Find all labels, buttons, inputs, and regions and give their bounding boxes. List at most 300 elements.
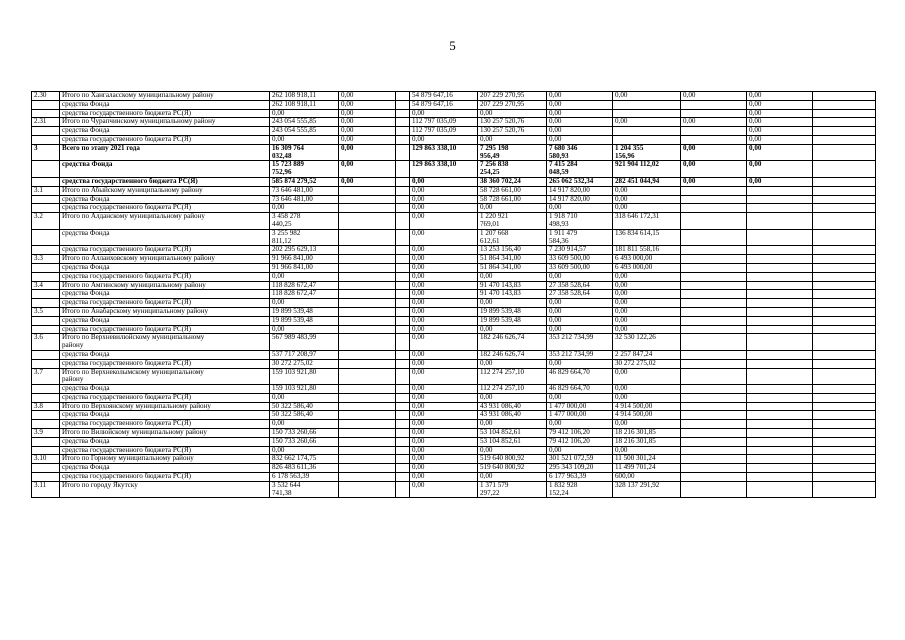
value-cell-3 — [396, 204, 410, 213]
value-cell-5: 0,00 — [478, 473, 547, 482]
value-cell-5: 0,00 — [478, 393, 547, 402]
value-cell-8 — [681, 299, 747, 308]
value-cell-4: 0,00 — [410, 429, 478, 438]
value-cell-1: 3 255 982 811,12 — [270, 229, 339, 246]
value-cell-7: 0,00 — [613, 368, 681, 385]
value-cell-2 — [339, 464, 396, 473]
value-cell-8 — [681, 393, 747, 402]
value-cell-9 — [747, 446, 813, 455]
value-cell-10 — [813, 402, 876, 411]
value-cell-2 — [339, 229, 396, 246]
value-cell-4: 0,00 — [410, 437, 478, 446]
value-cell-7: 282 451 044,94 — [613, 177, 681, 186]
value-cell-7: 32 530 122,26 — [613, 334, 681, 351]
value-cell-8 — [681, 429, 747, 438]
value-cell-4: 0,00 — [410, 455, 478, 464]
row-number — [32, 263, 60, 272]
value-cell-8 — [681, 255, 747, 264]
value-cell-8 — [681, 281, 747, 290]
table-row — [32, 118, 876, 127]
value-cell-4: 0,00 — [410, 446, 478, 455]
value-cell-2 — [339, 393, 396, 402]
value-cell-7: 2 257 847,24 — [613, 350, 681, 359]
value-cell-10 — [813, 177, 876, 186]
value-cell-5: 13 253 156,40 — [478, 246, 547, 255]
row-number: 3.11 — [32, 481, 60, 498]
value-cell-2 — [339, 213, 396, 230]
value-cell-8 — [681, 290, 747, 299]
value-cell-10 — [813, 246, 876, 255]
value-cell-5: 7 256 838 254,25 — [478, 161, 547, 178]
value-cell-8 — [681, 446, 747, 455]
value-cell-2: 0,00 — [339, 135, 396, 144]
value-cell-5: 130 257 520,76 — [478, 118, 547, 127]
value-cell-5: 112 274 257,10 — [478, 385, 547, 394]
value-cell-5: 19 899 539,48 — [478, 316, 547, 325]
value-cell-1: 567 989 483,99 — [270, 334, 339, 351]
table-row — [32, 359, 876, 368]
table-row — [32, 402, 876, 411]
value-cell-8 — [681, 109, 747, 118]
row-number — [32, 473, 60, 482]
value-cell-4: 0,00 — [410, 135, 478, 144]
value-cell-7: 0,00 — [613, 385, 681, 394]
row-number — [32, 135, 60, 144]
value-cell-3 — [396, 118, 410, 127]
value-cell-5: 0,00 — [478, 204, 547, 213]
value-cell-10 — [813, 109, 876, 118]
value-cell-2 — [339, 263, 396, 272]
value-cell-8 — [681, 481, 747, 498]
value-cell-4: 0,00 — [410, 385, 478, 394]
value-cell-7 — [613, 100, 681, 109]
value-cell-4: 0,00 — [410, 350, 478, 359]
row-number — [32, 359, 60, 368]
value-cell-4: 0,00 — [410, 299, 478, 308]
value-cell-10 — [813, 368, 876, 385]
value-cell-3 — [396, 446, 410, 455]
row-name: Всего по этапу 2021 года — [60, 144, 270, 161]
value-cell-2: 0,00 — [339, 100, 396, 109]
value-cell-7: 0,00 — [613, 118, 681, 127]
value-cell-6: 1 911 479 584,36 — [547, 229, 613, 246]
value-cell-3 — [396, 246, 410, 255]
row-name: Итого по Аллаиховскому муниципальному району — [60, 255, 270, 264]
value-cell-5: 207 229 270,95 — [478, 100, 547, 109]
value-cell-4: 0,00 — [410, 213, 478, 230]
page-number: 5 — [449, 38, 456, 53]
value-cell-6: 79 412 106,20 — [547, 437, 613, 446]
table-row — [32, 411, 876, 420]
value-cell-1: 0,00 — [270, 272, 339, 281]
value-cell-2 — [339, 255, 396, 264]
value-cell-1: 50 322 586,40 — [270, 402, 339, 411]
value-cell-3 — [396, 402, 410, 411]
value-cell-8 — [681, 464, 747, 473]
value-cell-10 — [813, 307, 876, 316]
table-row — [32, 325, 876, 334]
value-cell-2 — [339, 455, 396, 464]
row-number: 3.10 — [32, 455, 60, 464]
value-cell-6: 353 212 734,99 — [547, 334, 613, 351]
value-cell-7: 136 834 614,15 — [613, 229, 681, 246]
value-cell-4: 0,00 — [410, 411, 478, 420]
row-number — [32, 161, 60, 178]
value-cell-10 — [813, 213, 876, 230]
value-cell-5: 43 931 086,40 — [478, 402, 547, 411]
table-row — [32, 473, 876, 482]
value-cell-3 — [396, 177, 410, 186]
value-cell-3 — [396, 455, 410, 464]
table-row — [32, 100, 876, 109]
table-row — [32, 92, 876, 101]
value-cell-9 — [747, 290, 813, 299]
row-name: Итого по Верхневилюйскому муниципальному району — [60, 334, 270, 351]
value-cell-9 — [747, 420, 813, 429]
value-cell-6: 0,00 — [547, 299, 613, 308]
budget-table — [31, 91, 876, 498]
value-cell-9: 0,00 — [747, 144, 813, 161]
value-cell-7: 0,00 — [613, 393, 681, 402]
value-cell-3 — [396, 368, 410, 385]
value-cell-4: 0,00 — [410, 109, 478, 118]
value-cell-10 — [813, 100, 876, 109]
row-name: средства государственного бюджета РС(Я) — [60, 359, 270, 368]
value-cell-5: 91 470 143,83 — [478, 290, 547, 299]
value-cell-2 — [339, 411, 396, 420]
row-number — [32, 350, 60, 359]
value-cell-5: 519 640 800,92 — [478, 464, 547, 473]
value-cell-8 — [681, 385, 747, 394]
value-cell-8 — [681, 368, 747, 385]
table-row — [32, 144, 876, 161]
value-cell-10 — [813, 204, 876, 213]
table-row — [32, 334, 876, 351]
value-cell-2: 0,00 — [339, 92, 396, 101]
table-row — [32, 350, 876, 359]
value-cell-7: 0,00 — [613, 272, 681, 281]
row-name: средства Фонда — [60, 290, 270, 299]
row-name: средства государственного бюджета РС(Я) — [60, 135, 270, 144]
value-cell-3 — [396, 325, 410, 334]
value-cell-8 — [681, 316, 747, 325]
value-cell-9 — [747, 204, 813, 213]
value-cell-6: 0,00 — [547, 127, 613, 136]
row-name: средства Фонда — [60, 350, 270, 359]
row-name: средства Фонда — [60, 385, 270, 394]
value-cell-3 — [396, 127, 410, 136]
table-row — [32, 385, 876, 394]
value-cell-9 — [747, 246, 813, 255]
row-number — [32, 100, 60, 109]
value-cell-4: 0,00 — [410, 464, 478, 473]
value-cell-2 — [339, 246, 396, 255]
value-cell-7 — [613, 109, 681, 118]
value-cell-10 — [813, 481, 876, 498]
value-cell-6: 7 415 284 048,59 — [547, 161, 613, 178]
row-number — [32, 446, 60, 455]
row-number — [32, 204, 60, 213]
value-cell-4: 0,00 — [410, 255, 478, 264]
value-cell-5: 43 931 086,40 — [478, 411, 547, 420]
row-name: средства государственного бюджета РС(Я) — [60, 272, 270, 281]
value-cell-7: 0,00 — [613, 204, 681, 213]
row-name: Итого по Алданскому муниципальному району — [60, 213, 270, 230]
value-cell-8 — [681, 127, 747, 136]
value-cell-5: 182 246 626,74 — [478, 350, 547, 359]
value-cell-10 — [813, 473, 876, 482]
value-cell-1: 826 483 611,36 — [270, 464, 339, 473]
value-cell-1: 30 272 275,02 — [270, 359, 339, 368]
value-cell-7: 318 646 172,31 — [613, 213, 681, 230]
value-cell-6: 0,00 — [547, 204, 613, 213]
row-number: 3.5 — [32, 307, 60, 316]
row-number — [32, 393, 60, 402]
value-cell-6: 0,00 — [547, 100, 613, 109]
value-cell-2 — [339, 307, 396, 316]
value-cell-5: 53 104 852,61 — [478, 437, 547, 446]
row-number — [32, 411, 60, 420]
value-cell-2 — [339, 359, 396, 368]
value-cell-8 — [681, 229, 747, 246]
row-name: Итого по Амгинскому муниципальному району — [60, 281, 270, 290]
table-row — [32, 161, 876, 178]
value-cell-7: 18 216 301,85 — [613, 437, 681, 446]
row-name: средства государственного бюджета РС(Я) — [60, 299, 270, 308]
value-cell-10 — [813, 299, 876, 308]
table-row — [32, 368, 876, 385]
value-cell-2 — [339, 368, 396, 385]
row-name: Итого по городу Якутску — [60, 481, 270, 498]
table-row — [32, 263, 876, 272]
value-cell-1: 243 054 555,85 — [270, 118, 339, 127]
value-cell-5: 51 864 341,00 — [478, 255, 547, 264]
value-cell-6: 33 609 500,00 — [547, 255, 613, 264]
value-cell-10 — [813, 420, 876, 429]
value-cell-1: 0,00 — [270, 325, 339, 334]
value-cell-6: 0,00 — [547, 325, 613, 334]
value-cell-2 — [339, 204, 396, 213]
value-cell-10 — [813, 186, 876, 195]
value-cell-6: 27 358 528,64 — [547, 281, 613, 290]
row-name: средства Фонда — [60, 316, 270, 325]
value-cell-1: 262 108 918,11 — [270, 100, 339, 109]
table-row — [32, 229, 876, 246]
value-cell-3 — [396, 481, 410, 498]
table-row — [32, 307, 876, 316]
value-cell-4: 0,00 — [410, 186, 478, 195]
row-name: Итого по Чурапчинскому муниципальному району — [60, 118, 270, 127]
row-number: 3 — [32, 144, 60, 161]
value-cell-9: 0,00 — [747, 109, 813, 118]
value-cell-2 — [339, 350, 396, 359]
row-name: Итого по Вилюйскому муниципальному району — [60, 429, 270, 438]
value-cell-10 — [813, 325, 876, 334]
value-cell-7: 6 493 000,00 — [613, 255, 681, 264]
value-cell-4: 112 797 035,09 — [410, 118, 478, 127]
value-cell-6: 1 477 000,00 — [547, 402, 613, 411]
value-cell-3 — [396, 92, 410, 101]
value-cell-6: 0,00 — [547, 118, 613, 127]
row-number: 3.9 — [32, 429, 60, 438]
value-cell-10 — [813, 385, 876, 394]
value-cell-3 — [396, 334, 410, 351]
value-cell-9 — [747, 368, 813, 385]
value-cell-8 — [681, 325, 747, 334]
value-cell-9 — [747, 437, 813, 446]
value-cell-4: 0,00 — [410, 281, 478, 290]
value-cell-6: 1 477 000,00 — [547, 411, 613, 420]
value-cell-8: 0,00 — [681, 118, 747, 127]
value-cell-2: 0,00 — [339, 118, 396, 127]
row-number — [32, 272, 60, 281]
value-cell-6: 46 829 664,70 — [547, 368, 613, 385]
row-number: 2.31 — [32, 118, 60, 127]
row-name: Итого по Абыйскому муниципальному району — [60, 186, 270, 195]
row-number: 3.4 — [32, 281, 60, 290]
value-cell-3 — [396, 281, 410, 290]
row-number — [32, 437, 60, 446]
value-cell-10 — [813, 135, 876, 144]
value-cell-7: 0,00 — [613, 299, 681, 308]
value-cell-6: 0,00 — [547, 316, 613, 325]
value-cell-1: 3 532 644 741,38 — [270, 481, 339, 498]
row-name: Итого по Анабарскому муниципальному району — [60, 307, 270, 316]
value-cell-9: 0,00 — [747, 118, 813, 127]
value-cell-7: 0,00 — [613, 186, 681, 195]
value-cell-1: 3 458 278 440,25 — [270, 213, 339, 230]
value-cell-8 — [681, 213, 747, 230]
value-cell-2 — [339, 299, 396, 308]
value-cell-10 — [813, 118, 876, 127]
table-row — [32, 127, 876, 136]
table-row — [32, 135, 876, 144]
value-cell-2 — [339, 334, 396, 351]
value-cell-4: 0,00 — [410, 402, 478, 411]
value-cell-7: 0,00 — [613, 446, 681, 455]
value-cell-9 — [747, 464, 813, 473]
value-cell-8 — [681, 135, 747, 144]
value-cell-3 — [396, 464, 410, 473]
value-cell-3 — [396, 359, 410, 368]
value-cell-4: 0,00 — [410, 307, 478, 316]
value-cell-8 — [681, 455, 747, 464]
value-cell-2 — [339, 316, 396, 325]
value-cell-4: 129 863 338,10 — [410, 161, 478, 178]
row-name: Итого по Верхоянскому муниципальному району — [60, 402, 270, 411]
value-cell-7: 0,00 — [613, 92, 681, 101]
value-cell-8 — [681, 195, 747, 204]
value-cell-7: 11 500 301,24 — [613, 455, 681, 464]
value-cell-10 — [813, 272, 876, 281]
value-cell-1: 19 899 539,48 — [270, 316, 339, 325]
value-cell-9: 0,00 — [747, 127, 813, 136]
value-cell-1: 585 874 279,52 — [270, 177, 339, 186]
value-cell-2: 0,00 — [339, 177, 396, 186]
value-cell-2: 0,00 — [339, 161, 396, 178]
value-cell-10 — [813, 195, 876, 204]
value-cell-9 — [747, 481, 813, 498]
row-number — [32, 420, 60, 429]
value-cell-5: 58 728 661,00 — [478, 195, 547, 204]
value-cell-4: 0,00 — [410, 325, 478, 334]
row-number: 3.6 — [32, 334, 60, 351]
value-cell-7 — [613, 135, 681, 144]
value-cell-2 — [339, 437, 396, 446]
value-cell-7: 30 272 275,02 — [613, 359, 681, 368]
value-cell-6: 301 521 072,59 — [547, 455, 613, 464]
row-number — [32, 464, 60, 473]
value-cell-6: 6 177 963,39 — [547, 473, 613, 482]
row-name: средства Фонда — [60, 161, 270, 178]
table-row — [32, 464, 876, 473]
value-cell-5: 0,00 — [478, 272, 547, 281]
value-cell-4: 0,00 — [410, 316, 478, 325]
value-cell-1: 0,00 — [270, 299, 339, 308]
value-cell-1: 832 662 174,75 — [270, 455, 339, 464]
value-cell-1: 50 322 586,40 — [270, 411, 339, 420]
value-cell-4: 0,00 — [410, 481, 478, 498]
value-cell-4: 129 863 338,10 — [410, 144, 478, 161]
value-cell-2 — [339, 290, 396, 299]
value-cell-6: 46 829 664,70 — [547, 385, 613, 394]
value-cell-4: 0,00 — [410, 368, 478, 385]
table-row — [32, 281, 876, 290]
value-cell-8: 0,00 — [681, 161, 747, 178]
value-cell-3 — [396, 350, 410, 359]
value-cell-9 — [747, 186, 813, 195]
value-cell-5: 91 470 143,83 — [478, 281, 547, 290]
value-cell-6: 0,00 — [547, 393, 613, 402]
row-name: средства Фонда — [60, 229, 270, 246]
table-row — [32, 446, 876, 455]
row-number — [32, 325, 60, 334]
value-cell-1: 0,00 — [270, 109, 339, 118]
value-cell-1: 16 309 764 032,48 — [270, 144, 339, 161]
value-cell-5: 112 274 257,10 — [478, 368, 547, 385]
value-cell-10 — [813, 350, 876, 359]
value-cell-6: 14 917 820,00 — [547, 186, 613, 195]
value-cell-1: 150 733 260,66 — [270, 429, 339, 438]
table-row — [32, 186, 876, 195]
value-cell-10 — [813, 393, 876, 402]
value-cell-1: 15 723 889 752,96 — [270, 161, 339, 178]
value-cell-5: 53 104 852,61 — [478, 429, 547, 438]
value-cell-2: 0,00 — [339, 127, 396, 136]
value-cell-7: 1 204 355 156,96 — [613, 144, 681, 161]
value-cell-7: 921 904 112,02 — [613, 161, 681, 178]
value-cell-8 — [681, 334, 747, 351]
table-row — [32, 437, 876, 446]
value-cell-1: 243 054 555,85 — [270, 127, 339, 136]
table-row — [32, 213, 876, 230]
value-cell-7: 4 914 500,00 — [613, 402, 681, 411]
value-cell-6: 79 412 106,20 — [547, 429, 613, 438]
value-cell-9 — [747, 229, 813, 246]
value-cell-8 — [681, 473, 747, 482]
table-row — [32, 272, 876, 281]
value-cell-2 — [339, 420, 396, 429]
row-number — [32, 195, 60, 204]
value-cell-6: 0,00 — [547, 272, 613, 281]
value-cell-7: 328 137 291,92 — [613, 481, 681, 498]
value-cell-6: 0,00 — [547, 359, 613, 368]
row-number — [32, 229, 60, 246]
value-cell-3 — [396, 420, 410, 429]
row-name: средства государственного бюджета РС(Я) — [60, 177, 270, 186]
value-cell-1: 159 103 921,80 — [270, 385, 339, 394]
row-name: средства государственного бюджета РС(Я) — [60, 109, 270, 118]
